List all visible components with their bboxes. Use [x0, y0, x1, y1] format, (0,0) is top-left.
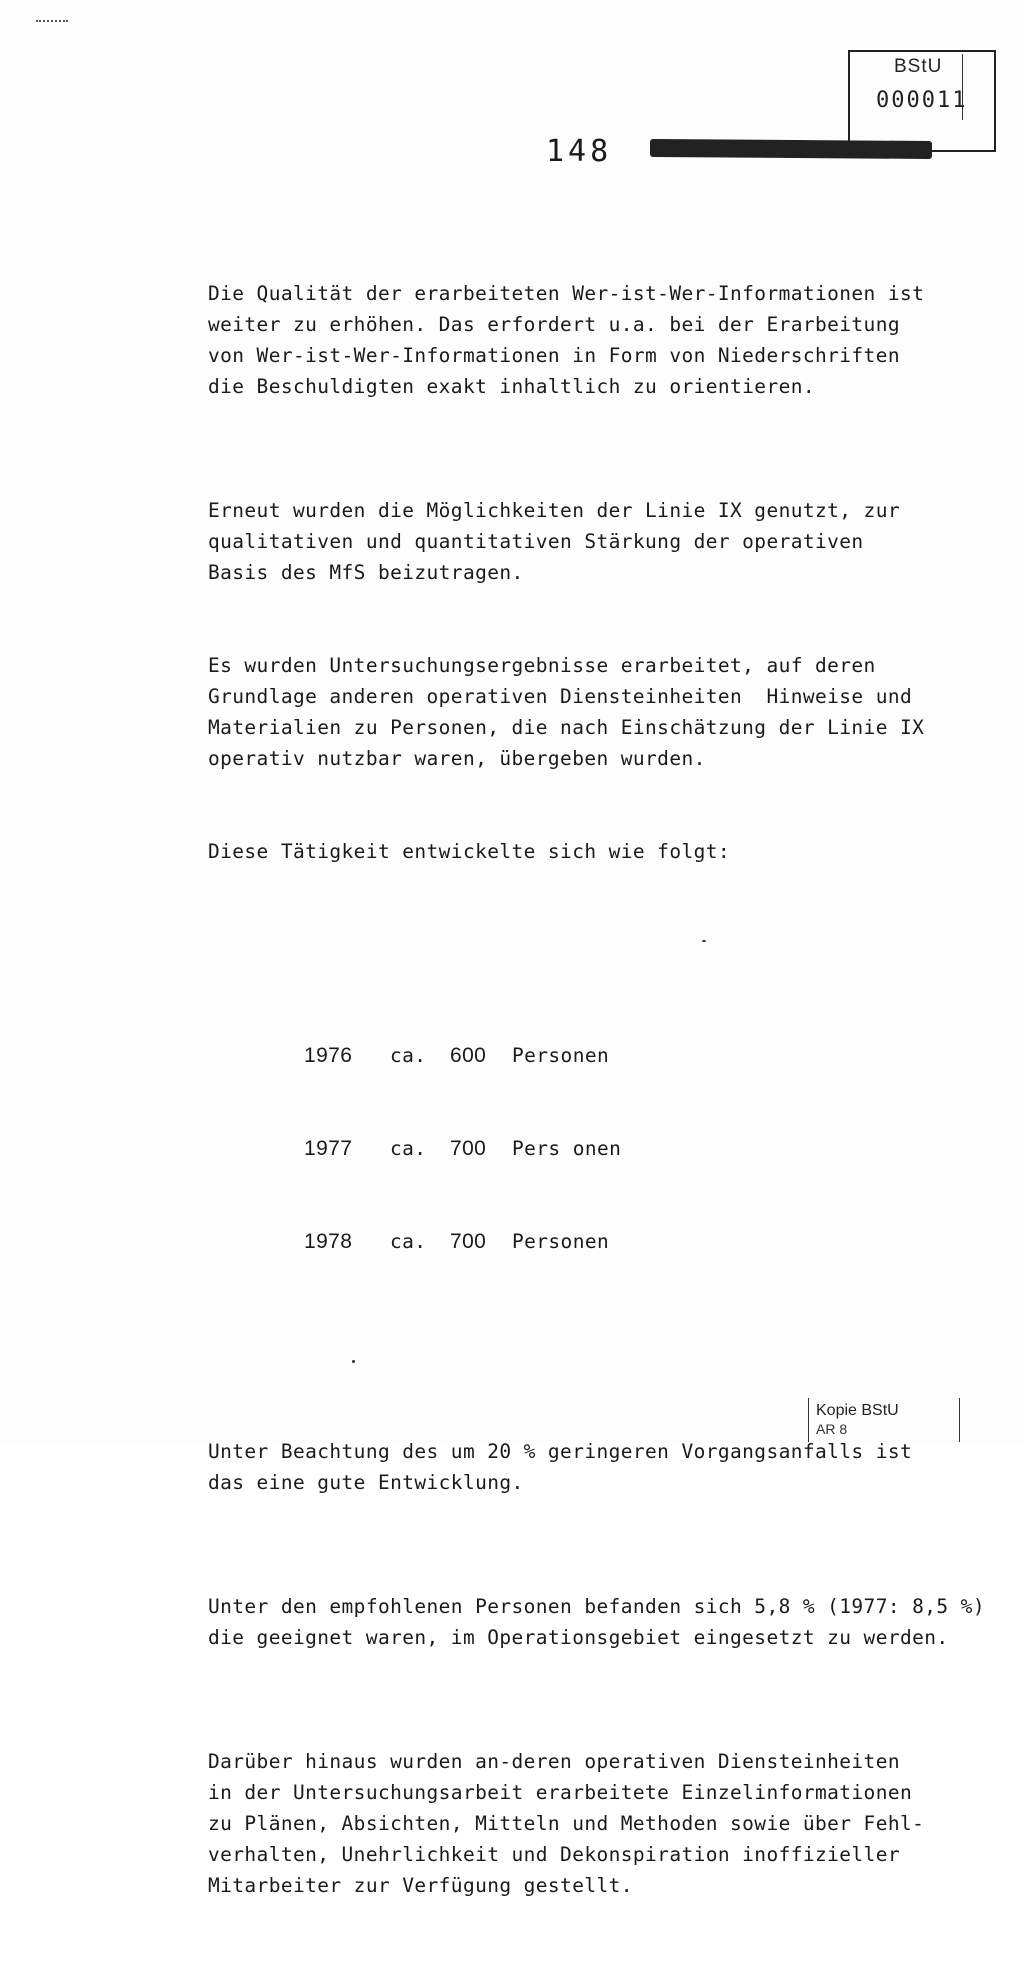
- ink-speck: [702, 940, 706, 942]
- paragraph-development-intro: Diese Tätigkeit entwickelte sich wie folgt:: [208, 840, 731, 863]
- stat-year: 1977: [304, 1137, 353, 1160]
- statistics-row: [304, 1133, 1008, 1164]
- stat-unit: Personen: [512, 1230, 610, 1253]
- stat-unit: Pers onen: [512, 1137, 622, 1160]
- paragraph-assessment: Unter Beachtung des um 20 % geringeren Vorgangsanfalls ist das eine gute Entwicklung.: [208, 1440, 913, 1494]
- paragraph-quality: Die Qualität der erarbeiteten Wer-ist-Wer-Informationen ist weiter zu erhöhen. Das erfordert u.a. bei der Erarbeitung von Wer-ist-Wer-Informationen in Form von Niederschriften die Beschuldigten exakt inhaltlich zu orientieren.: [208, 282, 925, 398]
- paragraph-results: Es wurden Untersuchungsergebnisse erarbeitet, auf deren Grundlage anderen operativen Diensteinheiten Hinweise und Materialien zu Personen, die nach Einschätzung der Linie IX operativ nutzbar waren, übergeben wurden.: [208, 654, 925, 770]
- paragraph-line-ix: Erneut wurden die Möglichkeiten der Linie IX genutzt, zur qualitativen und quantitativen Stärkung der operativen Basis des MfS beizutragen.: [208, 499, 900, 584]
- redaction-bar: [650, 139, 932, 159]
- stat-approx: ca.: [390, 1044, 427, 1067]
- archive-stamp-label: BStU: [894, 56, 943, 77]
- copy-stamp-reference: AR 8: [816, 1421, 848, 1437]
- ink-speck: [352, 1360, 355, 1363]
- stat-count: 700: [450, 1230, 487, 1253]
- stat-year: 1978: [304, 1230, 353, 1253]
- archive-stamp-number: 000011: [876, 88, 968, 113]
- stat-unit: Personen: [512, 1044, 610, 1067]
- paragraph-further-information: Darüber hinaus wurden an-deren operativen Diensteinheiten in der Untersuchungsarbeit erarbeitete Einzelinformationen zu Plänen, Absichten, Mitteln und Methoden sowie über Fehl- verhalten, Unehrlichkeit und Dekonspiration inoffizieller Mitarbeiter zur Verfügung gestellt.: [208, 1750, 925, 1897]
- stat-approx: ca.: [390, 1137, 427, 1160]
- stat-count: 600: [450, 1044, 487, 1067]
- copy-stamp-label: Kopie BStU: [816, 1402, 899, 1419]
- stat-year: 1976: [304, 1044, 353, 1067]
- page-number: 148: [546, 134, 613, 169]
- document-body: [208, 216, 1008, 1963]
- paragraph-percentage: Unter den empfohlenen Personen befanden sich 5,8 % (1977: 8,5 %) die geeignet waren, im Operationsgebiet eingesetzt zu werden.: [208, 1595, 985, 1649]
- stat-approx: ca.: [390, 1230, 427, 1253]
- statistics-table: [304, 978, 1008, 1319]
- statistics-row: [304, 1040, 1008, 1071]
- statistics-row: [304, 1226, 1008, 1257]
- top-edge-mark: [36, 20, 68, 28]
- stat-count: 700: [450, 1137, 487, 1160]
